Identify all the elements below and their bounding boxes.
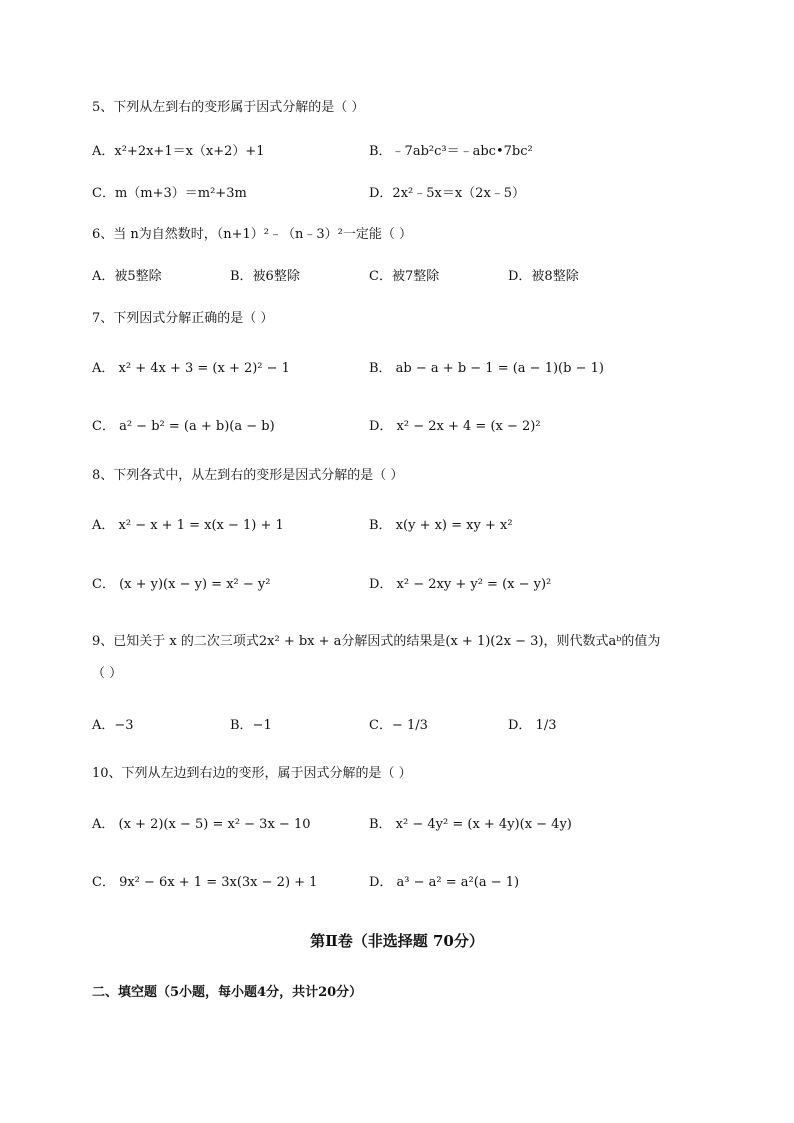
question-7-option-b: B． ab − a + b − 1 = (a − 1)(b − 1) xyxy=(369,361,604,376)
question-7-option-a: A． x² + 4x + 3 = (x + 2)² − 1 xyxy=(92,361,290,376)
question-10-option-a: A． (x + 2)(x − 5) = x² − 3x − 10 xyxy=(92,817,311,832)
question-10-stem: 10、下列从左边到右边的变形，属于因式分解的是（ ） xyxy=(92,766,412,781)
question-6-option-d: D．被8整除 xyxy=(508,269,579,284)
question-6-option-a: A．被5整除 xyxy=(92,269,162,284)
question-10-option-c: C． 9x² − 6x + 1 = 3x(3x − 2) + 1 xyxy=(92,875,318,890)
question-8-option-a: A． x² − x + 1 = x(x − 1) + 1 xyxy=(92,518,284,533)
question-5-option-a: A．x²+2x+1＝x（x+2）+1 xyxy=(92,144,265,159)
question-7-option-c: C． a² − b² = (a + b)(a − b) xyxy=(92,419,275,434)
question-9-stem: 9、已知关于 x 的二次三项式2x² + bx + a分解因式的结果是(x + 1)(2x − 3)，则代数式aᵇ的值为 xyxy=(92,634,661,649)
question-9-option-a: A．−3 xyxy=(92,718,134,733)
question-6-option-c: C．被7整除 xyxy=(369,269,440,284)
question-7-option-d: D． x² − 2x + 4 = (x − 2)² xyxy=(369,419,541,434)
question-5-stem: 5、下列从左到右的变形属于因式分解的是（ ） xyxy=(92,100,365,115)
section-title: 第Ⅱ卷（非选择题 70分） xyxy=(310,932,484,950)
question-7-stem: 7、下列因式分解正确的是（ ） xyxy=(92,311,274,326)
question-6-option-b: B．被6整除 xyxy=(230,269,300,284)
question-9-option-d: D． 1/3 xyxy=(508,718,557,733)
question-9-option-b: B．−1 xyxy=(230,718,272,733)
question-6-stem: 6、当 n为自然数时，（n+1）²﹣（n﹣3）²一定能（ ） xyxy=(92,227,413,242)
question-8-stem: 8、下列各式中，从左到右的变形是因式分解的是（ ） xyxy=(92,468,404,483)
question-10-option-b: B． x² − 4y² = (x + 4y)(x − 4y) xyxy=(369,817,572,832)
section-subtitle: 二、填空题（5小题，每小题4分，共计20分） xyxy=(92,985,363,1000)
question-8-option-d: D． x² − 2xy + y² = (x − y)² xyxy=(369,577,552,592)
question-5-option-b: B．﹣7ab²c³＝﹣abc•7bc² xyxy=(369,144,533,159)
question-9-stem-continued: （ ） xyxy=(92,666,123,681)
question-5-option-c: C．m（m+3）＝m²+3m xyxy=(92,186,247,201)
question-9-option-c: C．− 1/3 xyxy=(369,718,428,733)
question-8-option-c: C． (x + y)(x − y) = x² − y² xyxy=(92,577,271,592)
question-5-option-d: D．2x²﹣5x＝x（2x﹣5） xyxy=(369,186,526,201)
question-8-option-b: B． x(y + x) = xy + x² xyxy=(369,518,513,533)
question-10-option-d: D． a³ − a² = a²(a − 1) xyxy=(369,875,520,890)
